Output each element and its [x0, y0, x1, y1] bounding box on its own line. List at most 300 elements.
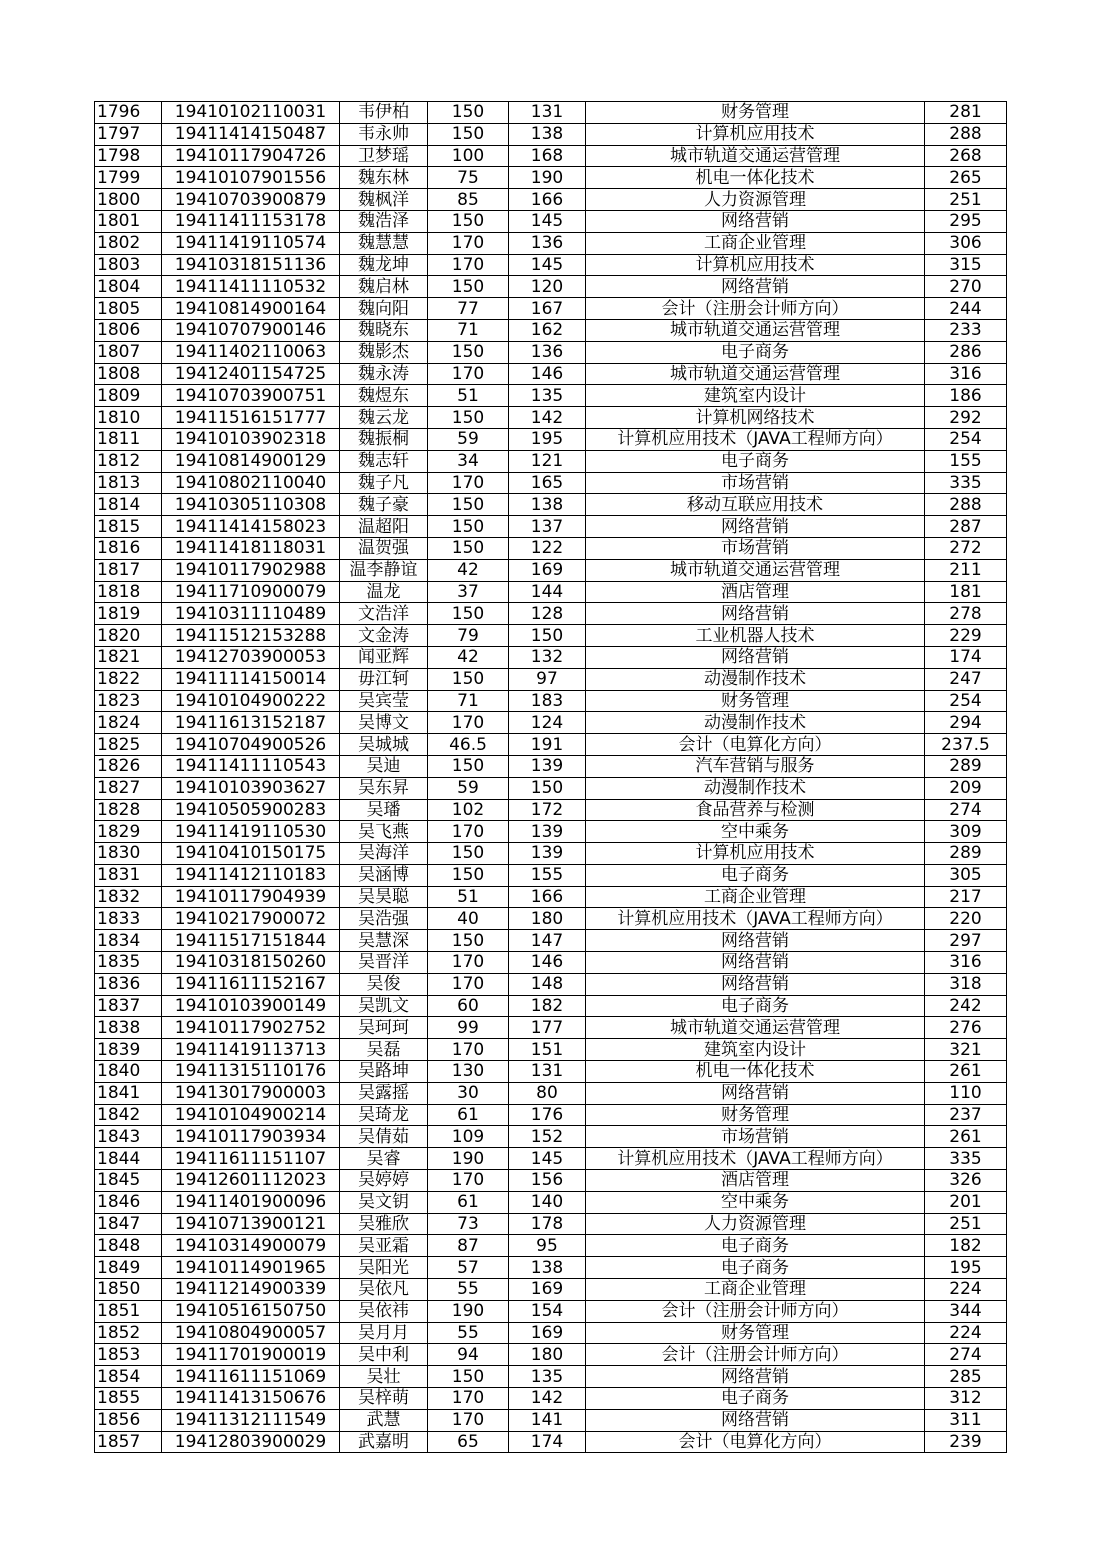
name-cell: 吴晋洋 — [340, 952, 428, 974]
major-cell: 酒店管理 — [586, 581, 925, 603]
score-b-cell: 174 — [509, 1431, 586, 1453]
score-a-cell: 73 — [428, 1213, 509, 1235]
name-cell: 温李静谊 — [340, 559, 428, 581]
score-b-cell: 147 — [509, 930, 586, 952]
row-number-cell: 1825 — [95, 734, 162, 756]
score-a-cell: 150 — [428, 123, 509, 145]
table-row — [95, 1191, 1007, 1213]
row-number-cell: 1807 — [95, 341, 162, 363]
score-table — [94, 101, 1007, 1453]
score-b-cell: 138 — [509, 123, 586, 145]
name-cell: 毋江轲 — [340, 668, 428, 690]
name-cell: 魏慧慧 — [340, 232, 428, 254]
exam-id-cell: 19410314900079 — [162, 1235, 340, 1257]
table-row — [95, 363, 1007, 385]
name-cell: 吴琦龙 — [340, 1104, 428, 1126]
score-b-cell: 191 — [509, 734, 586, 756]
exam-id-cell: 19411611151069 — [162, 1366, 340, 1388]
exam-id-cell: 19411419110530 — [162, 821, 340, 843]
table-row — [95, 1235, 1007, 1257]
table-row — [95, 886, 1007, 908]
row-number-cell: 1817 — [95, 559, 162, 581]
total-cell: 251 — [925, 189, 1007, 211]
major-cell: 网络营销 — [586, 1366, 925, 1388]
total-cell: 272 — [925, 537, 1007, 559]
table-row — [95, 1388, 1007, 1410]
table-body — [95, 102, 1007, 1453]
score-a-cell: 150 — [428, 930, 509, 952]
row-number-cell: 1826 — [95, 755, 162, 777]
major-cell: 财务管理 — [586, 690, 925, 712]
name-cell: 吴博文 — [340, 712, 428, 734]
table-row — [95, 646, 1007, 668]
exam-id-cell: 19410516150750 — [162, 1300, 340, 1322]
major-cell: 计算机应用技术（JAVA工程师方向） — [586, 908, 925, 930]
major-cell: 市场营销 — [586, 537, 925, 559]
score-a-cell: 57 — [428, 1257, 509, 1279]
exam-id-cell: 19410117903934 — [162, 1126, 340, 1148]
score-a-cell: 150 — [428, 341, 509, 363]
name-cell: 魏浩泽 — [340, 210, 428, 232]
exam-id-cell: 19410117904726 — [162, 145, 340, 167]
exam-id-cell: 19411411153178 — [162, 210, 340, 232]
total-cell: 155 — [925, 450, 1007, 472]
row-number-cell: 1796 — [95, 102, 162, 124]
total-cell: 261 — [925, 1061, 1007, 1083]
name-cell: 吴浩强 — [340, 908, 428, 930]
row-number-cell: 1836 — [95, 973, 162, 995]
row-number-cell: 1855 — [95, 1388, 162, 1410]
table-row — [95, 930, 1007, 952]
score-a-cell: 170 — [428, 1039, 509, 1061]
total-cell: 288 — [925, 494, 1007, 516]
exam-id-cell: 19411315110176 — [162, 1061, 340, 1083]
score-a-cell: 150 — [428, 864, 509, 886]
score-b-cell: 146 — [509, 363, 586, 385]
name-cell: 吴睿 — [340, 1148, 428, 1170]
total-cell: 239 — [925, 1431, 1007, 1453]
score-a-cell: 65 — [428, 1431, 509, 1453]
table-row — [95, 407, 1007, 429]
exam-id-cell: 19411517151844 — [162, 930, 340, 952]
score-b-cell: 95 — [509, 1235, 586, 1257]
score-a-cell: 42 — [428, 646, 509, 668]
score-a-cell: 46.5 — [428, 734, 509, 756]
major-cell: 机电一体化技术 — [586, 1061, 925, 1083]
score-b-cell: 154 — [509, 1300, 586, 1322]
row-number-cell: 1810 — [95, 407, 162, 429]
score-b-cell: 169 — [509, 1322, 586, 1344]
score-a-cell: 130 — [428, 1061, 509, 1083]
row-number-cell: 1847 — [95, 1213, 162, 1235]
table-row — [95, 1148, 1007, 1170]
name-cell: 吴月月 — [340, 1322, 428, 1344]
table-row — [95, 1409, 1007, 1431]
score-a-cell: 37 — [428, 581, 509, 603]
total-cell: 316 — [925, 952, 1007, 974]
name-cell: 吴文钥 — [340, 1191, 428, 1213]
row-number-cell: 1820 — [95, 625, 162, 647]
score-a-cell: 55 — [428, 1322, 509, 1344]
exam-id-cell: 19410117904939 — [162, 886, 340, 908]
major-cell: 电子商务 — [586, 1388, 925, 1410]
table-row — [95, 952, 1007, 974]
name-cell: 魏东林 — [340, 167, 428, 189]
table-row — [95, 1322, 1007, 1344]
score-b-cell: 138 — [509, 1257, 586, 1279]
name-cell: 吴路坤 — [340, 1061, 428, 1083]
name-cell: 魏永涛 — [340, 363, 428, 385]
table-row — [95, 189, 1007, 211]
total-cell: 315 — [925, 254, 1007, 276]
name-cell: 文浩洋 — [340, 603, 428, 625]
name-cell: 吴东昇 — [340, 777, 428, 799]
exam-id-cell: 19411312111549 — [162, 1409, 340, 1431]
major-cell: 网络营销 — [586, 210, 925, 232]
major-cell: 网络营销 — [586, 646, 925, 668]
total-cell: 181 — [925, 581, 1007, 603]
exam-id-cell: 19411418118031 — [162, 537, 340, 559]
table-row — [95, 864, 1007, 886]
score-a-cell: 71 — [428, 690, 509, 712]
score-b-cell: 168 — [509, 145, 586, 167]
score-b-cell: 122 — [509, 537, 586, 559]
score-a-cell: 170 — [428, 472, 509, 494]
score-b-cell: 139 — [509, 821, 586, 843]
score-b-cell: 169 — [509, 1279, 586, 1301]
score-b-cell: 167 — [509, 298, 586, 320]
score-a-cell: 150 — [428, 102, 509, 124]
name-cell: 吴慧深 — [340, 930, 428, 952]
table-row — [95, 276, 1007, 298]
major-cell: 市场营销 — [586, 1126, 925, 1148]
score-a-cell: 55 — [428, 1279, 509, 1301]
total-cell: 288 — [925, 123, 1007, 145]
score-b-cell: 176 — [509, 1104, 586, 1126]
table-row — [95, 232, 1007, 254]
major-cell: 城市轨道交通运营管理 — [586, 363, 925, 385]
row-number-cell: 1834 — [95, 930, 162, 952]
table-row — [95, 210, 1007, 232]
score-a-cell: 190 — [428, 1300, 509, 1322]
name-cell: 吴飞燕 — [340, 821, 428, 843]
exam-id-cell: 19411411110532 — [162, 276, 340, 298]
name-cell: 吴城城 — [340, 734, 428, 756]
score-a-cell: 170 — [428, 254, 509, 276]
total-cell: 195 — [925, 1257, 1007, 1279]
row-number-cell: 1829 — [95, 821, 162, 843]
row-number-cell: 1812 — [95, 450, 162, 472]
major-cell: 电子商务 — [586, 864, 925, 886]
table-row — [95, 712, 1007, 734]
total-cell: 274 — [925, 1344, 1007, 1366]
name-cell: 吴依祎 — [340, 1300, 428, 1322]
table-row — [95, 777, 1007, 799]
score-b-cell: 180 — [509, 1344, 586, 1366]
exam-id-cell: 19410311110489 — [162, 603, 340, 625]
score-b-cell: 182 — [509, 995, 586, 1017]
major-cell: 电子商务 — [586, 1257, 925, 1279]
row-number-cell: 1824 — [95, 712, 162, 734]
exam-id-cell: 19410318150260 — [162, 952, 340, 974]
name-cell: 武嘉明 — [340, 1431, 428, 1453]
major-cell: 酒店管理 — [586, 1170, 925, 1192]
table-row — [95, 254, 1007, 276]
score-a-cell: 150 — [428, 494, 509, 516]
score-b-cell: 80 — [509, 1082, 586, 1104]
major-cell: 空中乘务 — [586, 821, 925, 843]
table-row — [95, 1082, 1007, 1104]
score-b-cell: 139 — [509, 843, 586, 865]
row-number-cell: 1798 — [95, 145, 162, 167]
major-cell: 财务管理 — [586, 1104, 925, 1126]
major-cell: 汽车营销与服务 — [586, 755, 925, 777]
score-a-cell: 102 — [428, 799, 509, 821]
row-number-cell: 1800 — [95, 189, 162, 211]
score-b-cell: 135 — [509, 385, 586, 407]
name-cell: 吴露摇 — [340, 1082, 428, 1104]
exam-id-cell: 19411413150676 — [162, 1388, 340, 1410]
total-cell: 211 — [925, 559, 1007, 581]
name-cell: 温龙 — [340, 581, 428, 603]
major-cell: 会计（电算化方向） — [586, 1431, 925, 1453]
major-cell: 电子商务 — [586, 341, 925, 363]
score-b-cell: 135 — [509, 1366, 586, 1388]
score-b-cell: 121 — [509, 450, 586, 472]
row-number-cell: 1827 — [95, 777, 162, 799]
total-cell: 306 — [925, 232, 1007, 254]
score-b-cell: 177 — [509, 1017, 586, 1039]
row-number-cell: 1811 — [95, 428, 162, 450]
major-cell: 电子商务 — [586, 450, 925, 472]
score-a-cell: 59 — [428, 777, 509, 799]
name-cell: 魏影杰 — [340, 341, 428, 363]
score-b-cell: 180 — [509, 908, 586, 930]
table-row — [95, 995, 1007, 1017]
score-a-cell: 59 — [428, 428, 509, 450]
score-b-cell: 150 — [509, 777, 586, 799]
score-a-cell: 170 — [428, 1409, 509, 1431]
total-cell: 220 — [925, 908, 1007, 930]
name-cell: 吴涵博 — [340, 864, 428, 886]
row-number-cell: 1832 — [95, 886, 162, 908]
name-cell: 韦永帅 — [340, 123, 428, 145]
table-row — [95, 821, 1007, 843]
row-number-cell: 1849 — [95, 1257, 162, 1279]
exam-id-cell: 19411419110574 — [162, 232, 340, 254]
major-cell: 网络营销 — [586, 952, 925, 974]
table-row — [95, 734, 1007, 756]
major-cell: 城市轨道交通运营管理 — [586, 319, 925, 341]
score-b-cell: 141 — [509, 1409, 586, 1431]
total-cell: 326 — [925, 1170, 1007, 1192]
name-cell: 魏向阳 — [340, 298, 428, 320]
table-row — [95, 450, 1007, 472]
row-number-cell: 1831 — [95, 864, 162, 886]
score-a-cell: 170 — [428, 1170, 509, 1192]
table-row — [95, 516, 1007, 538]
score-a-cell: 150 — [428, 843, 509, 865]
score-a-cell: 77 — [428, 298, 509, 320]
major-cell: 会计（注册会计师方向） — [586, 1344, 925, 1366]
exam-id-cell: 19411411110543 — [162, 755, 340, 777]
score-b-cell: 183 — [509, 690, 586, 712]
exam-id-cell: 19410103903627 — [162, 777, 340, 799]
row-number-cell: 1821 — [95, 646, 162, 668]
row-number-cell: 1842 — [95, 1104, 162, 1126]
row-number-cell: 1803 — [95, 254, 162, 276]
table-row — [95, 319, 1007, 341]
total-cell: 201 — [925, 1191, 1007, 1213]
major-cell: 财务管理 — [586, 102, 925, 124]
score-a-cell: 94 — [428, 1344, 509, 1366]
exam-id-cell: 19412601112023 — [162, 1170, 340, 1192]
score-b-cell: 144 — [509, 581, 586, 603]
row-number-cell: 1815 — [95, 516, 162, 538]
row-number-cell: 1806 — [95, 319, 162, 341]
major-cell: 财务管理 — [586, 1322, 925, 1344]
name-cell: 吴阳光 — [340, 1257, 428, 1279]
name-cell: 吴婷婷 — [340, 1170, 428, 1192]
score-b-cell: 166 — [509, 189, 586, 211]
exam-id-cell: 19410104900222 — [162, 690, 340, 712]
score-b-cell: 142 — [509, 1388, 586, 1410]
score-a-cell: 170 — [428, 952, 509, 974]
row-number-cell: 1797 — [95, 123, 162, 145]
total-cell: 316 — [925, 363, 1007, 385]
total-cell: 217 — [925, 886, 1007, 908]
exam-id-cell: 19411611151107 — [162, 1148, 340, 1170]
score-b-cell: 169 — [509, 559, 586, 581]
total-cell: 335 — [925, 472, 1007, 494]
row-number-cell: 1856 — [95, 1409, 162, 1431]
row-number-cell: 1854 — [95, 1366, 162, 1388]
name-cell: 魏志轩 — [340, 450, 428, 472]
total-cell: 286 — [925, 341, 1007, 363]
table-row — [95, 1104, 1007, 1126]
exam-id-cell: 19411516151777 — [162, 407, 340, 429]
exam-id-cell: 19412401154725 — [162, 363, 340, 385]
score-a-cell: 150 — [428, 210, 509, 232]
row-number-cell: 1818 — [95, 581, 162, 603]
exam-id-cell: 19410102110031 — [162, 102, 340, 124]
score-a-cell: 51 — [428, 385, 509, 407]
total-cell: 242 — [925, 995, 1007, 1017]
row-number-cell: 1835 — [95, 952, 162, 974]
major-cell: 网络营销 — [586, 1409, 925, 1431]
total-cell: 287 — [925, 516, 1007, 538]
name-cell: 魏云龙 — [340, 407, 428, 429]
row-number-cell: 1802 — [95, 232, 162, 254]
table-row — [95, 102, 1007, 124]
exam-id-cell: 19410814900164 — [162, 298, 340, 320]
total-cell: 224 — [925, 1279, 1007, 1301]
exam-id-cell: 19411611152167 — [162, 973, 340, 995]
score-a-cell: 109 — [428, 1126, 509, 1148]
score-b-cell: 136 — [509, 341, 586, 363]
score-a-cell: 150 — [428, 276, 509, 298]
total-cell: 297 — [925, 930, 1007, 952]
total-cell: 318 — [925, 973, 1007, 995]
major-cell: 建筑室内设计 — [586, 385, 925, 407]
name-cell: 吴迪 — [340, 755, 428, 777]
score-a-cell: 100 — [428, 145, 509, 167]
exam-id-cell: 19410217900072 — [162, 908, 340, 930]
score-a-cell: 40 — [428, 908, 509, 930]
major-cell: 网络营销 — [586, 276, 925, 298]
name-cell: 吴昊聪 — [340, 886, 428, 908]
major-cell: 网络营销 — [586, 930, 925, 952]
score-b-cell: 172 — [509, 799, 586, 821]
table-row — [95, 1257, 1007, 1279]
table-row — [95, 1017, 1007, 1039]
table-row — [95, 755, 1007, 777]
table-row — [95, 385, 1007, 407]
exam-id-cell: 19410814900129 — [162, 450, 340, 472]
name-cell: 魏启林 — [340, 276, 428, 298]
exam-id-cell: 19410804900057 — [162, 1322, 340, 1344]
score-b-cell: 152 — [509, 1126, 586, 1148]
major-cell: 动漫制作技术 — [586, 712, 925, 734]
major-cell: 会计（注册会计师方向） — [586, 1300, 925, 1322]
total-cell: 311 — [925, 1409, 1007, 1431]
table-row — [95, 1344, 1007, 1366]
score-a-cell: 42 — [428, 559, 509, 581]
total-cell: 292 — [925, 407, 1007, 429]
exam-id-cell: 19410103900149 — [162, 995, 340, 1017]
score-a-cell: 75 — [428, 167, 509, 189]
table-row — [95, 603, 1007, 625]
row-number-cell: 1823 — [95, 690, 162, 712]
score-b-cell: 155 — [509, 864, 586, 886]
table-row — [95, 341, 1007, 363]
total-cell: 274 — [925, 799, 1007, 821]
exam-id-cell: 19413017900003 — [162, 1082, 340, 1104]
exam-id-cell: 19411412110183 — [162, 864, 340, 886]
table-row — [95, 1279, 1007, 1301]
total-cell: 224 — [925, 1322, 1007, 1344]
exam-id-cell: 19410103902318 — [162, 428, 340, 450]
score-b-cell: 132 — [509, 646, 586, 668]
score-a-cell: 51 — [428, 886, 509, 908]
name-cell: 韦伊柏 — [340, 102, 428, 124]
total-cell: 276 — [925, 1017, 1007, 1039]
major-cell: 动漫制作技术 — [586, 777, 925, 799]
row-number-cell: 1838 — [95, 1017, 162, 1039]
total-cell: 265 — [925, 167, 1007, 189]
table-row — [95, 1366, 1007, 1388]
exam-id-cell: 19412703900053 — [162, 646, 340, 668]
major-cell: 计算机网络技术 — [586, 407, 925, 429]
row-number-cell: 1801 — [95, 210, 162, 232]
table-row — [95, 908, 1007, 930]
row-number-cell: 1804 — [95, 276, 162, 298]
score-b-cell: 124 — [509, 712, 586, 734]
total-cell: 237 — [925, 1104, 1007, 1126]
total-cell: 251 — [925, 1213, 1007, 1235]
total-cell: 229 — [925, 625, 1007, 647]
row-number-cell: 1857 — [95, 1431, 162, 1453]
total-cell: 186 — [925, 385, 1007, 407]
score-b-cell: 137 — [509, 516, 586, 538]
major-cell: 食品营养与检测 — [586, 799, 925, 821]
exam-id-cell: 19411414158023 — [162, 516, 340, 538]
name-cell: 吴中利 — [340, 1344, 428, 1366]
score-a-cell: 150 — [428, 755, 509, 777]
total-cell: 268 — [925, 145, 1007, 167]
major-cell: 电子商务 — [586, 1235, 925, 1257]
major-cell: 计算机应用技术 — [586, 254, 925, 276]
